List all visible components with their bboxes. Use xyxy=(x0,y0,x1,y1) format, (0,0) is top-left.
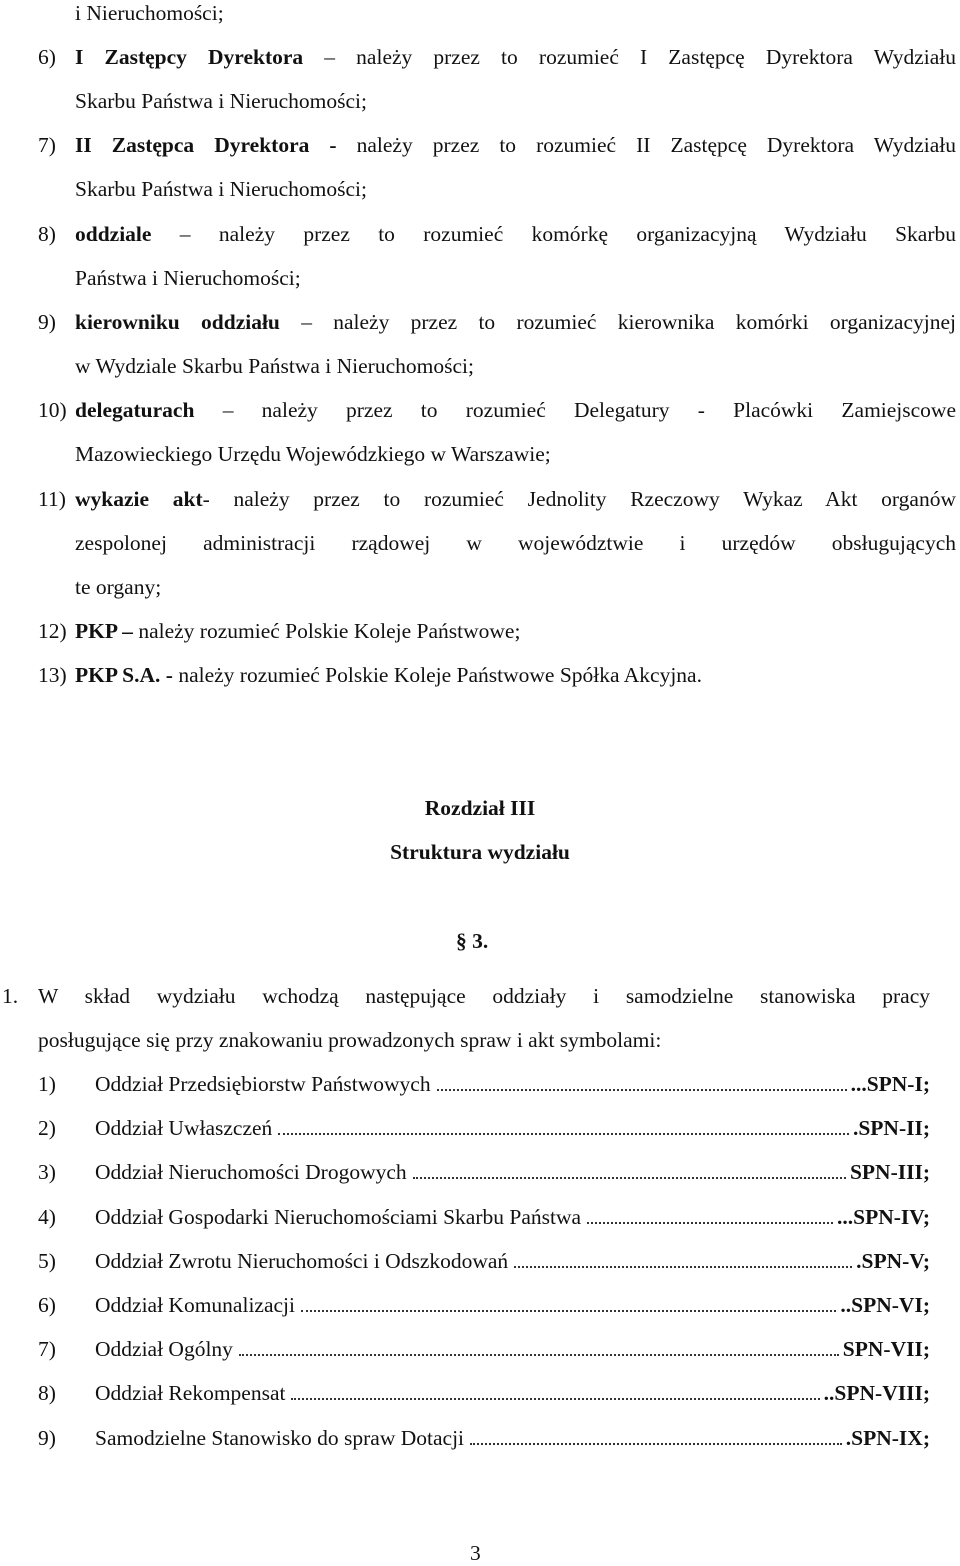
unit-name: Oddział Przedsiębiorstw Państwowych xyxy=(95,1072,431,1096)
definition-number: 7) xyxy=(38,133,56,157)
unit-number: 7) xyxy=(38,1337,56,1361)
definition-text: te organy; xyxy=(75,575,162,599)
definition-item-8 xyxy=(75,221,956,247)
definition-number: 8) xyxy=(38,222,56,246)
definition-text: należy rozumieć Polskie Koleje Państwowe Spółka Akcyjna. xyxy=(178,663,702,687)
definition-term: delegaturach xyxy=(75,398,195,422)
unit-row xyxy=(38,1071,930,1097)
unit-row xyxy=(38,1292,930,1318)
unit-name: Oddział Komunalizacji xyxy=(95,1293,295,1317)
unit-symbol: SPN-III; xyxy=(849,1160,930,1184)
definition-item-6 xyxy=(75,44,956,70)
unit-name: Oddział Gospodarki Nieruchomościami Skarbu Państwa xyxy=(95,1205,582,1229)
definition-term: wykazie akt xyxy=(75,487,203,511)
unit-number: 1) xyxy=(38,1072,56,1096)
unit-number: 3) xyxy=(38,1160,56,1184)
unit-symbol: ..SPN-VIII; xyxy=(823,1381,930,1405)
definition-text: zespolonej administracji rządowej w województwie i urzędów obsługujących xyxy=(75,531,956,555)
unit-row xyxy=(38,1159,930,1185)
definition-item-11 xyxy=(75,486,956,512)
definition-item-12 xyxy=(75,618,520,644)
definition-item-13 xyxy=(75,662,702,688)
definition-text: w Wydziale Skarbu Państwa i Nieruchomości; xyxy=(75,354,474,378)
unit-row xyxy=(38,1336,930,1362)
unit-number: 4) xyxy=(38,1205,56,1229)
section-number: 1. xyxy=(2,984,19,1008)
definition-term: kierowniku oddziału xyxy=(75,310,280,334)
dot-leader xyxy=(278,1133,849,1135)
definition-number: 13) xyxy=(38,663,67,687)
section-text-line: posługujące się przy znakowaniu prowadzonych spraw i akt symbolami: xyxy=(38,1028,662,1052)
dot-leader xyxy=(587,1222,833,1224)
definition-text: Państwa i Nieruchomości; xyxy=(75,266,301,290)
definition-term: oddziale xyxy=(75,222,152,246)
unit-number: 8) xyxy=(38,1381,56,1405)
definition-text: – należy przez to rozumieć I Zastępcę Dyrektora Wydziału xyxy=(324,45,956,69)
unit-number: 2) xyxy=(38,1116,56,1140)
definition-text: - należy przez to rozumieć Jednolity Rzeczowy Wykaz Akt organów xyxy=(202,487,956,511)
definition-text: – należy przez to rozumieć komórkę organizacyjną Wydziału Skarbu xyxy=(179,222,957,246)
definition-item-10 xyxy=(75,397,956,423)
unit-name: Oddział Ogólny xyxy=(95,1337,233,1361)
definition-term: PKP – xyxy=(75,619,133,643)
definition-term: PKP S.A. - xyxy=(75,663,173,687)
dot-leader xyxy=(291,1398,819,1400)
unit-row xyxy=(38,1380,930,1406)
definition-text: należy rozumieć Polskie Koleje Państwowe; xyxy=(138,619,521,643)
unit-symbol: ...SPN-IV; xyxy=(837,1205,930,1229)
definition-item-7 xyxy=(75,132,956,158)
definition-number: 9) xyxy=(38,310,56,334)
unit-symbol: .SPN-II; xyxy=(852,1116,930,1140)
unit-number: 6) xyxy=(38,1293,56,1317)
unit-row xyxy=(38,1204,930,1230)
section-text-line: W skład wydziału wchodzą następujące oddziały i samodzielne stanowiska pracy xyxy=(38,984,930,1008)
unit-row xyxy=(38,1248,930,1274)
paragraph-number: § 3. xyxy=(456,929,489,953)
definition-term: II Zastępca Dyrektora - xyxy=(75,133,337,157)
unit-row xyxy=(38,1425,930,1451)
definition-term: I Zastępcy Dyrektora xyxy=(75,45,304,69)
definition-text: – należy przez to rozumieć kierownika komórki organizacyjnej xyxy=(301,310,957,334)
unit-name: Samodzielne Stanowisko do spraw Dotacji xyxy=(95,1426,465,1450)
dot-leader xyxy=(470,1443,842,1445)
definition-item-9 xyxy=(75,309,956,335)
definition-text: Skarbu Państwa i Nieruchomości; xyxy=(75,89,367,113)
unit-symbol: ..SPN-VI; xyxy=(840,1293,930,1317)
unit-name: Oddział Uwłaszczeń xyxy=(95,1116,273,1140)
unit-symbol: ...SPN-I; xyxy=(850,1072,930,1096)
unit-row xyxy=(38,1115,930,1141)
definition-text: Skarbu Państwa i Nieruchomości; xyxy=(75,177,367,201)
unit-symbol: .SPN-V; xyxy=(856,1249,930,1273)
definition-continuation: i Nieruchomości; xyxy=(75,1,224,25)
unit-symbol: .SPN-IX; xyxy=(845,1426,930,1450)
page-number: 3 xyxy=(470,1541,481,1565)
dot-leader xyxy=(437,1089,847,1091)
unit-number: 5) xyxy=(38,1249,56,1273)
dot-leader xyxy=(301,1310,836,1312)
definition-number: 12) xyxy=(38,619,67,643)
unit-number: 9) xyxy=(38,1426,56,1450)
unit-name: Oddział Zwrotu Nieruchomości i Odszkodowań xyxy=(95,1249,509,1273)
unit-symbol: SPN-VII; xyxy=(842,1337,930,1361)
unit-name: Oddział Rekompensat xyxy=(95,1381,286,1405)
definition-text: należy przez to rozumieć II Zastępcę Dyrektora Wydziału xyxy=(356,133,956,157)
definition-text: – należy przez to rozumieć Delegatury - Placówki Zamiejscowe xyxy=(222,398,957,422)
definition-number: 10) xyxy=(38,398,67,422)
dot-leader xyxy=(514,1266,852,1268)
definition-number: 11) xyxy=(38,487,66,511)
chapter-title: Rozdział III xyxy=(424,796,536,820)
definition-number: 6) xyxy=(38,45,56,69)
definition-text: Mazowieckiego Urzędu Wojewódzkiego w Warszawie; xyxy=(75,442,551,466)
unit-name: Oddział Nieruchomości Drogowych xyxy=(95,1160,407,1184)
dot-leader xyxy=(239,1354,839,1356)
chapter-subtitle: Struktura wydziału xyxy=(390,840,570,864)
dot-leader xyxy=(413,1177,846,1179)
